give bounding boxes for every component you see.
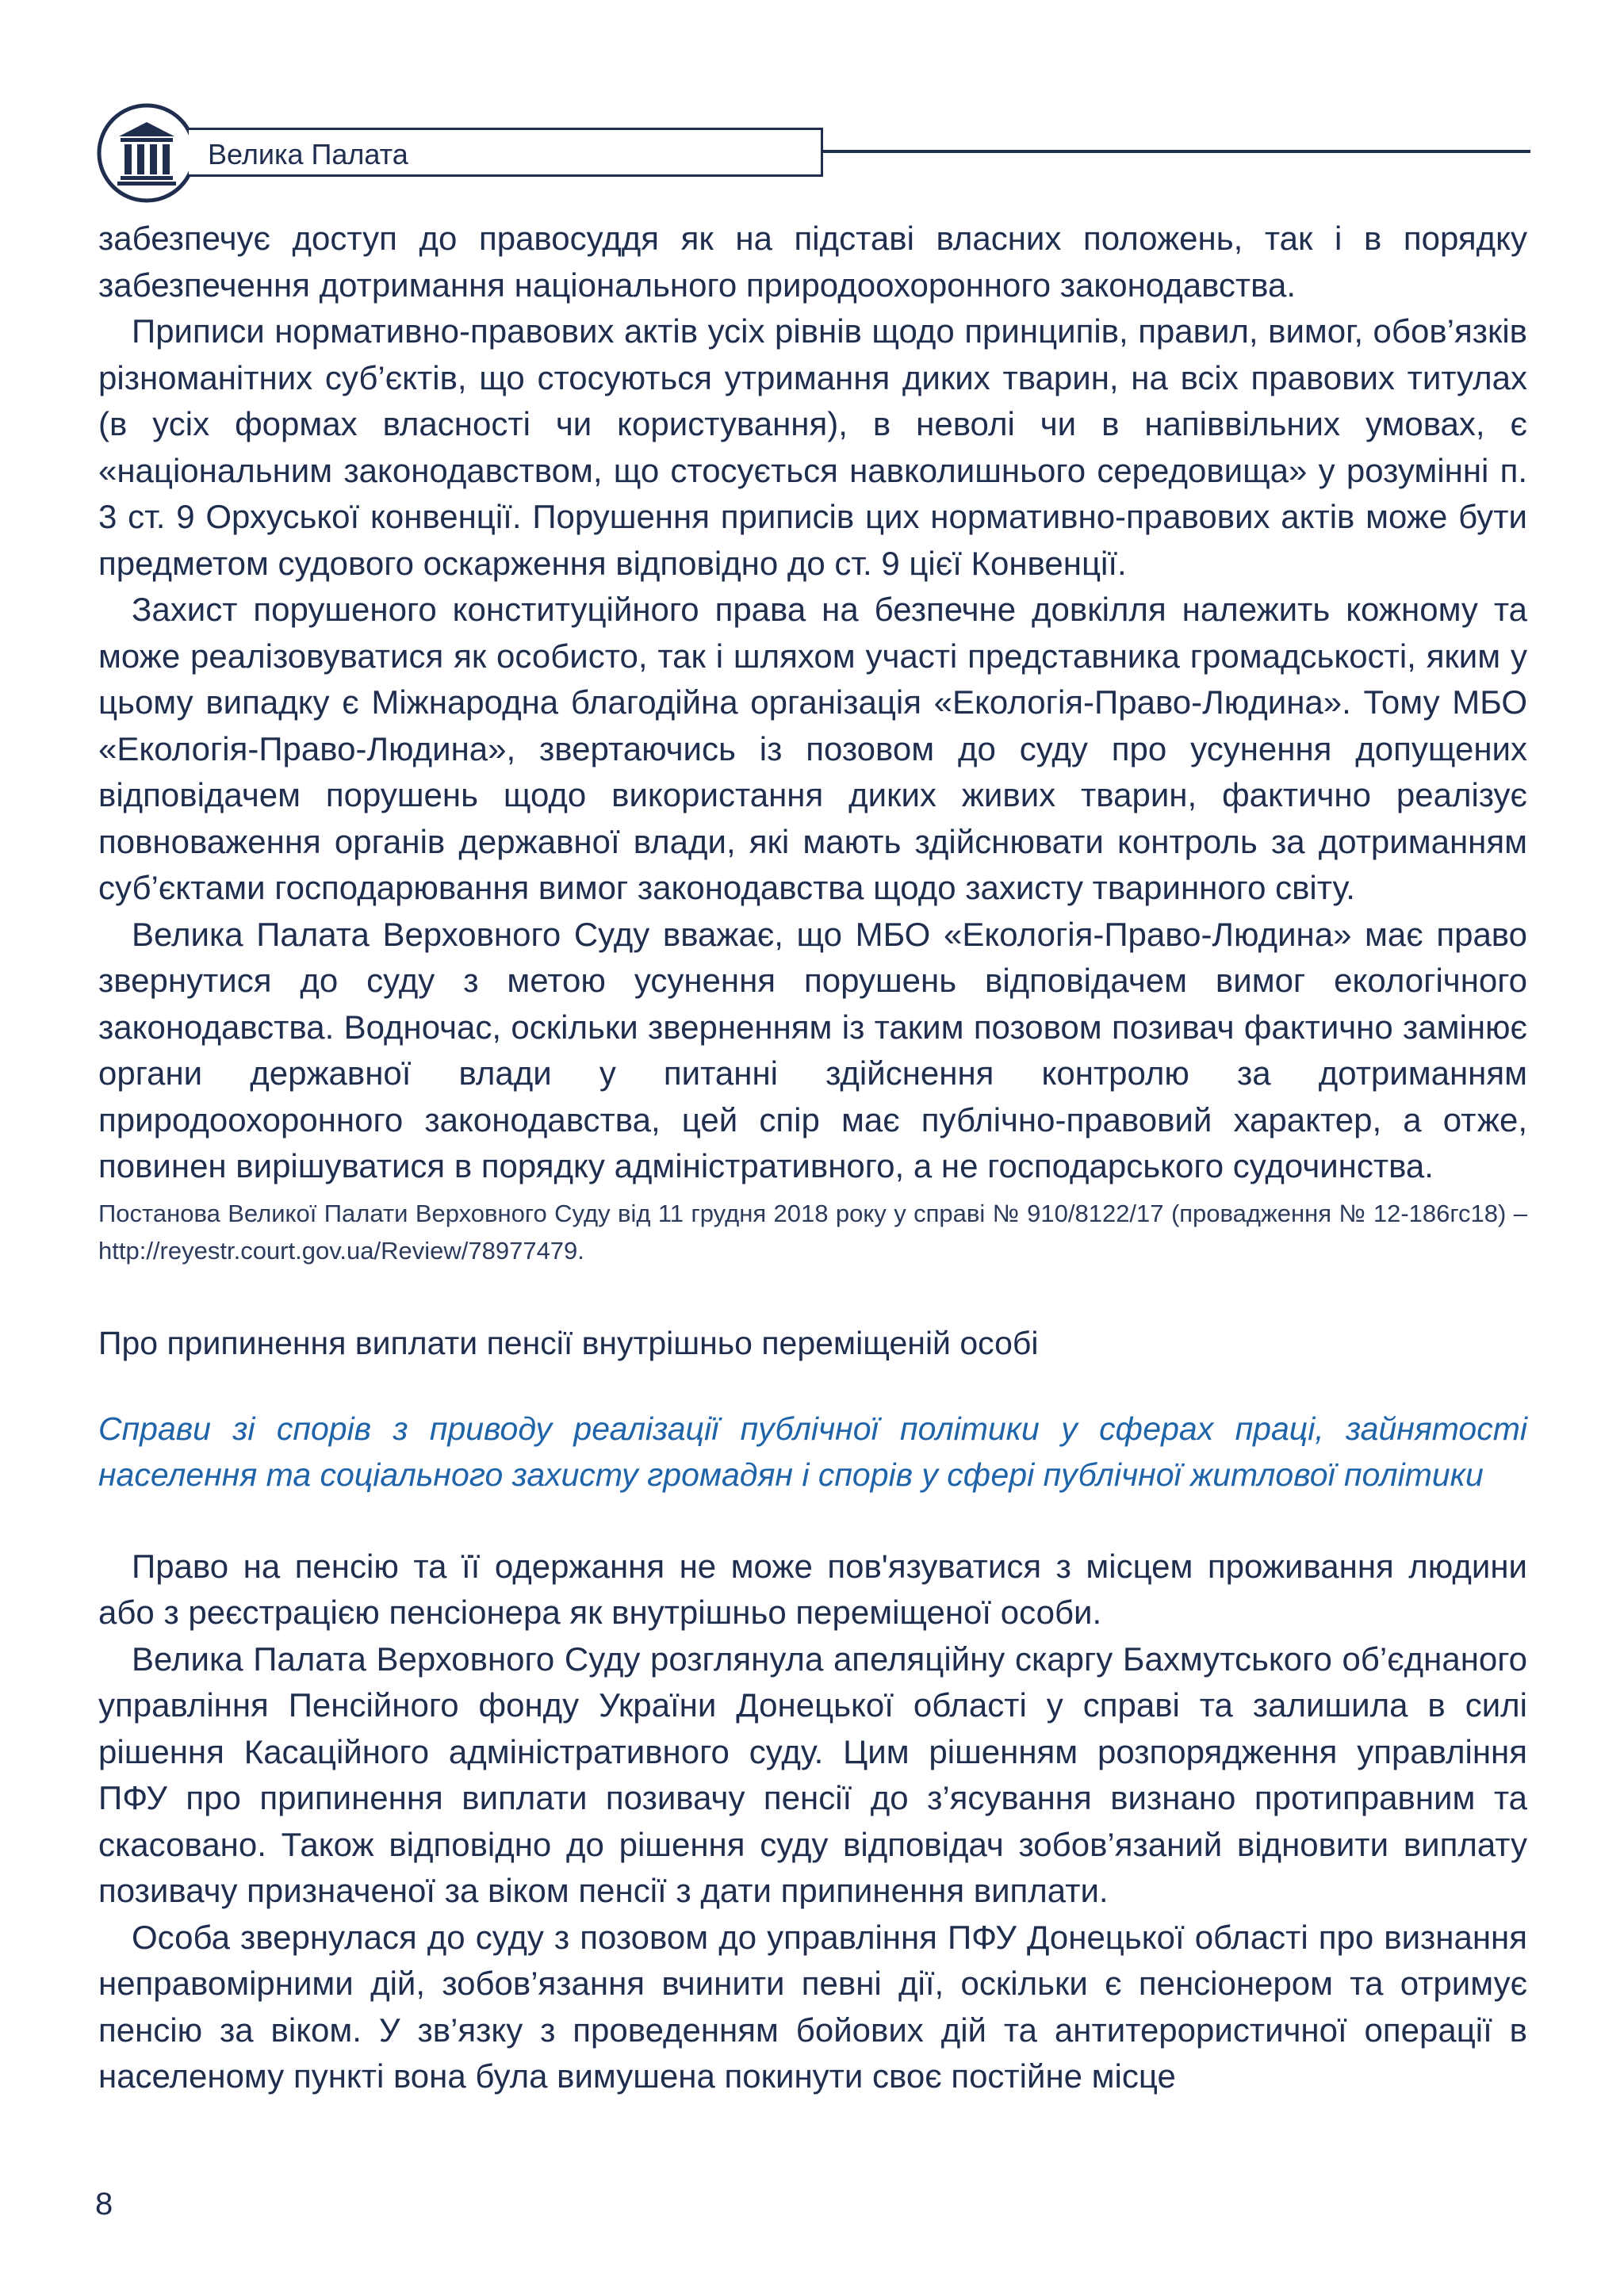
paragraph-3: Захист порушеного конституційного права на безпечне довкілля належить кожному та може реалізовуватися як особисто, так і шляхом участі представника громадськості, яким у цьому випадку є Міжнародна благодійна організація «Екологія-Право-Людина». Тому МБО «Екологія-Право-Людина», звертаючись із позовом до суду про усунення допущених відповідачем порушень щодо використання диких живих тварин, фактично реалізує повноваження органів державної влади, які мають здійснювати контроль за дотриманням суб’єктами господарювання вимог законодавства щодо захисту тваринного світу. [98,591,1527,906]
paragraph-7: Особа звернулася до суду з позовом до управління ПФУ Донецької області про визнання неправомірними дій, зобов’язання вчинити певні дії, оскільки є пенсіонером та отримує пенсію за віком. У зв’язку з проведенням бойових дій та антитерористичної операції в населеному пункті вона була вимушена покинути своє постійне місце [98,1918,1527,2095]
paragraph-4: Велика Палата Верховного Суду вважає, що МБО «Екологія-Право-Людина» має право звернутися до суду з метою усунення порушень відповідачем вимог екологічного законодавства. Водночас, оскільки зверненням із таким позовом позивач фактично замінює органи державної влади у питанні здійснення контролю за дотриманням природоохоронного законодавства, цей спір має публічно-правовий характер, а отже, повинен вирішуватися в порядку адміністративного, а не господарського судочинства. [98,915,1527,1184]
page-header [95,101,1530,205]
paragraph-1: забезпечує доступ до правосуддя як на підставі власних положень, так і в порядку забезпечення дотримання національного природоохоронного законодавства. [98,220,1527,304]
paragraph-6: Велика Палата Верховного Суду розглянула апеляційну скаргу Бахмутського об’єднаного управління Пенсійного фонду України Донецької області у справі та залишила в силі рішення Касаційного адміністративного суду. Цим рішенням розпорядження управління ПФУ про припинення виплати позивачу пенсії до з’ясування визнано протиправним та скасовано. Також відповідно до рішення суду відповідач зобов’язаний відновити виплату позивачу призначеної за віком пенсії з дати припинення виплати. [98,1640,1527,1909]
paragraph-5: Право на пенсію та її одержання не може пов'язуватися з місцем проживання людини або з реєстрацією пенсіонера як внутрішньо переміщеної особи. [98,1547,1527,1631]
header-rule [823,150,1530,153]
section-heading: Про припинення виплати пенсії внутрішньо переміщеній особі [98,1324,1039,1361]
page-number: 8 [95,2187,113,2221]
paragraph-2: Приписи нормативно-правових актів усіх рівнів щодо принципів, правил, вимог, обов’язків різноманітних суб’єктів, що стосуються утримання диких тварин, на всіх правових титулах (в усіх формах власності чи користування), в неволі чи в напіввільних умовах, є «національним законодавством, що стосується навколишнього середовища» у розумінні п. 3 ст. 9 Орхуської конвенції. Порушення приписів цих нормативно-правових актів може бути предметом судового оскарження відповідно до ст. 9 цієї Конвенції. [98,312,1527,582]
section-category: Справи зі спорів з приводу реалізації публічної політики у сферах праці, зайнятості населення та соціального захисту громадян і спорів у сфері публічної житлової політики [98,1410,1527,1493]
header-title-box [189,128,823,177]
case-citation: Постанова Великої Палати Верховного Суду від 11 грудня 2018 року у справі № 910/8122/17 (провадження № 12-186гс18) – http://reyestr.court.gov.ua/Review/78977479. [98,1199,1527,1265]
header-title: Велика Палата [208,138,408,170]
page-body [98,216,1527,2100]
courthouse-columns-icon [95,101,198,205]
